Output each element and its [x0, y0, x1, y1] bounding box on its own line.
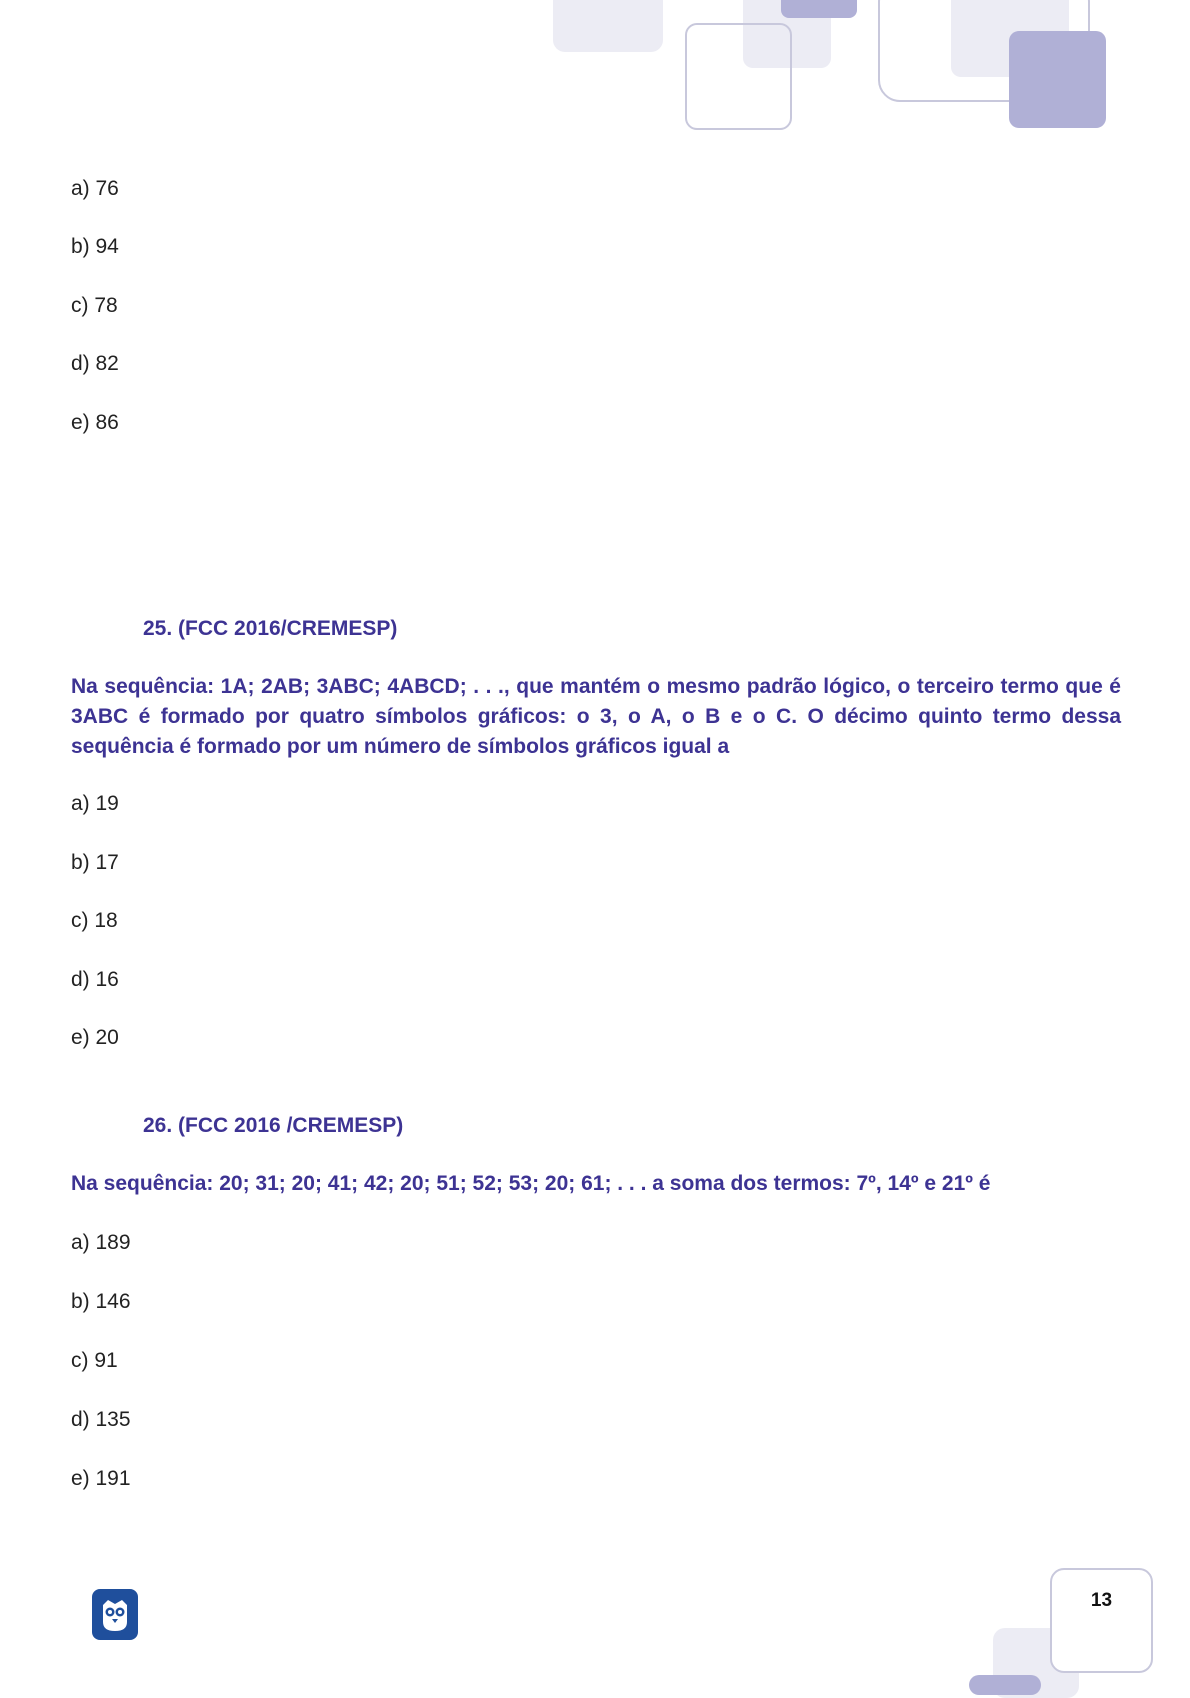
question-25-heading: 25. (FCC 2016/CREMESP)	[143, 617, 398, 640]
option-e: e) 86	[71, 411, 119, 434]
option-e: e) 20	[71, 1026, 119, 1049]
option-d: d) 16	[71, 968, 119, 991]
page-number-box	[1050, 1568, 1153, 1673]
option-d: d) 82	[71, 352, 119, 375]
option-e: e) 191	[71, 1467, 131, 1490]
question-26-statement: Na sequência: 20; 31; 20; 41; 42; 20; 51; 52; 53; 20; 61; . . . a soma dos termos: 7º, 14º e 21º é	[71, 1172, 991, 1195]
owl-logo-icon	[92, 1589, 138, 1640]
page-number: 13	[1090, 1590, 1113, 1611]
option-d: d) 135	[71, 1408, 131, 1431]
option-a: a) 76	[71, 177, 119, 200]
option-b: b) 17	[71, 851, 119, 874]
decor-square	[781, 0, 857, 18]
option-c: c) 91	[71, 1349, 118, 1372]
option-a: a) 189	[71, 1231, 131, 1254]
question-25-statement: Na sequência: 1A; 2AB; 3ABC; 4ABCD; . . ., que mantém o mesmo padrão lógico, o terceiro termo que é 3ABC é formado por quatro símbolos gráficos: o 3, o A, o B e o C. O décimo quinto termo dessa sequência é formado por um número de símbolos gráficos igual a	[71, 675, 1121, 758]
option-b: b) 94	[71, 235, 119, 258]
option-c: c) 18	[71, 909, 118, 932]
option-c: c) 78	[71, 294, 118, 317]
decor-square	[969, 1675, 1041, 1695]
option-b: b) 146	[71, 1290, 131, 1313]
decor-square-outline	[685, 23, 792, 130]
question-26-heading: 26. (FCC 2016 /CREMESP)	[143, 1114, 404, 1137]
option-a: a) 19	[71, 792, 119, 815]
decor-square	[1009, 31, 1106, 128]
decor-square	[553, 0, 663, 52]
